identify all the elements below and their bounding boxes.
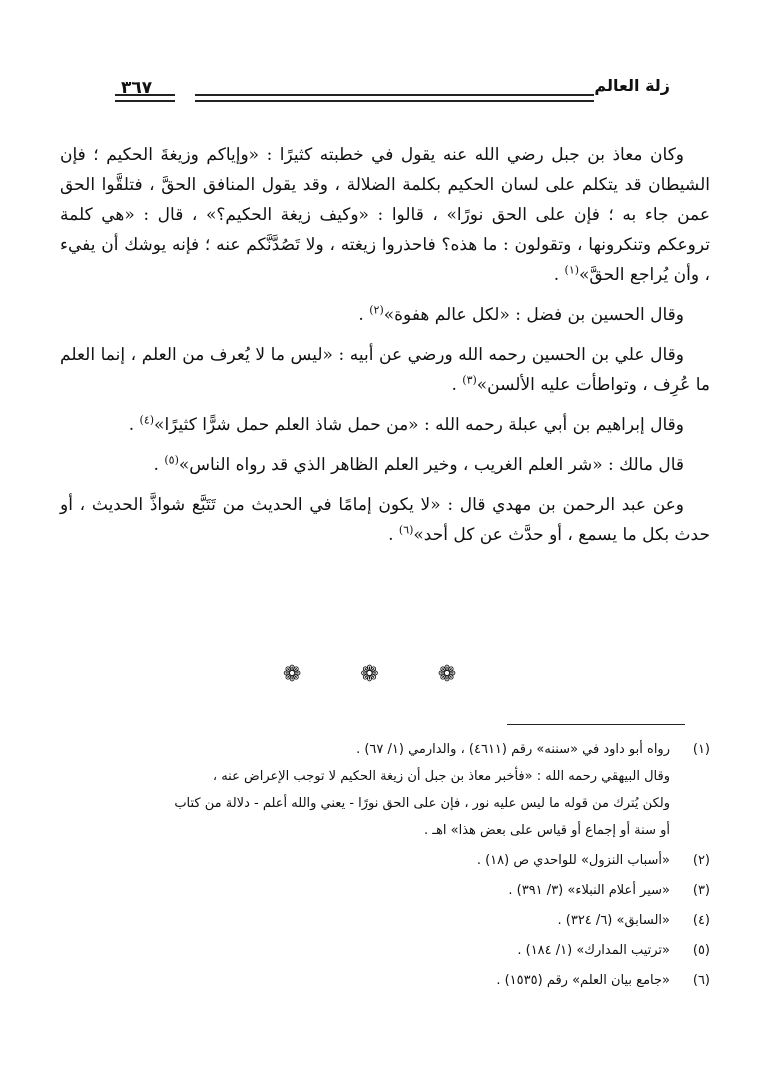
paragraph: وقال علي بن الحسين رحمه الله ورضي عن أبيه : «ليس ما لا يُعرف من العلم ، إنما العلم ما عُرِف ، وتواطأت عليه الألسن»$^{(٣)}$ .	[60, 345, 710, 395]
header-rule	[195, 94, 594, 102]
footnote-line: أو سنة أو إجماع أو قياس على بعض هذا» اهـ .	[424, 823, 670, 838]
footnote-separator	[507, 724, 685, 725]
footnote-ref: (٤)	[139, 413, 155, 427]
footnote-line: رواه أبو داود في «سننه» رقم (٤٦١١) ، والدارمي (١/ ٦٧) .	[356, 742, 670, 757]
footnote-ref: (٦)	[398, 523, 414, 537]
footnote-number: (١)	[692, 742, 710, 757]
footnote-number: (٢)	[692, 853, 710, 868]
footnote-line: «ترتيب المدارك» (١/ ١٨٤) .	[517, 943, 670, 958]
footnote	[60, 877, 710, 904]
paragraph: قال مالك : «شر العلم الغريب ، وخير العلم الظاهر الذي قد رواه الناس»$^{(٥)}$ .	[153, 453, 684, 475]
running-header	[115, 76, 670, 102]
footnote	[60, 937, 710, 964]
footnote-line: وقال البيهقي رحمه الله : «فأخبر معاذ بن جبل أن زيغة الحكيم لا توجب الإعراض عنه ،	[212, 769, 670, 784]
footnote-line: ولكن يُترك من قوله ما ليس عليه نور ، فإن على الحق نورًا - يعني والله أعلم - دلالة من كتاب	[174, 796, 670, 811]
footnote-ref: (١)	[564, 263, 580, 277]
paragraph: وكان معاذ بن جبل رضي الله عنه يقول في خطبته كثيرًا : «وإياكم وزيغةَ الحكيم ؛ فإن الشيطان قد يتكلم على لسان الحكيم بكلمة الضلالة ، وقد يقول المنافق الحقَّ ، فتلقَّوا الحق عمن جاء به ؛ فإن على الحق نورًا» ، قالوا : «وكيف زيغة الحكيم؟» ، قال : «هي كلمة تروعكم وتنكرونها ، وتقولون : ما هذه؟ فاحذروا زيغته ، ولا تَصُدَّنَّكم عنه ؛ فإنه يوشك أن يفيء ، وأن يُراجع الحقَّ»$^{(١)}$ .	[60, 145, 710, 285]
footnote-ref: (٣)	[462, 373, 477, 387]
main-text	[60, 140, 710, 560]
page-number: ٣٦٧	[121, 78, 153, 98]
footnote-number: (٤)	[692, 913, 710, 928]
footnote-number: (٥)	[692, 943, 710, 958]
header-title: زلة العالم	[594, 76, 670, 95]
footnotes	[60, 736, 710, 997]
footnote-line: «السابق» (٦/ ٣٢٤) .	[557, 913, 670, 928]
footnote-ref: (٢)	[369, 303, 384, 317]
footnote-line: «سير أعلام النبلاء» (٣/ ٣٩١) .	[508, 883, 670, 898]
footnote-ref: (٥)	[164, 453, 179, 467]
footnote	[60, 967, 710, 994]
paragraph: وعن عبد الرحمن بن مهدي قال : «لا يكون إمامًا في الحديث من تَتَبَّع شواذَّ الحديث ، أو حدث بكل ما يسمع ، أو حدَّث عن كل أحد»$^{(٦)}$ .	[60, 495, 710, 545]
paragraph: وقال الحسين بن فضل : «لكل عالم هفوة»$^{(٢)}$ .	[358, 303, 684, 325]
section-ornament: ❁ ❁ ❁	[282, 662, 483, 687]
footnote	[60, 847, 710, 874]
footnote	[60, 907, 710, 934]
footnote-line: «جامع بيان العلم» رقم (١٥٣٥) .	[496, 973, 670, 988]
footnote-number: (٦)	[692, 973, 710, 988]
paragraph: وقال إبراهيم بن أبي عبلة رحمه الله : «من حمل شاذ العلم حمل شرًّا كثيرًا»$^{(٤)}$ .	[128, 413, 684, 435]
footnote-number: (٣)	[692, 883, 710, 898]
footnote-line: «أسباب النزول» للواحدي ص (١٨) .	[476, 853, 670, 868]
footnote	[60, 736, 710, 844]
